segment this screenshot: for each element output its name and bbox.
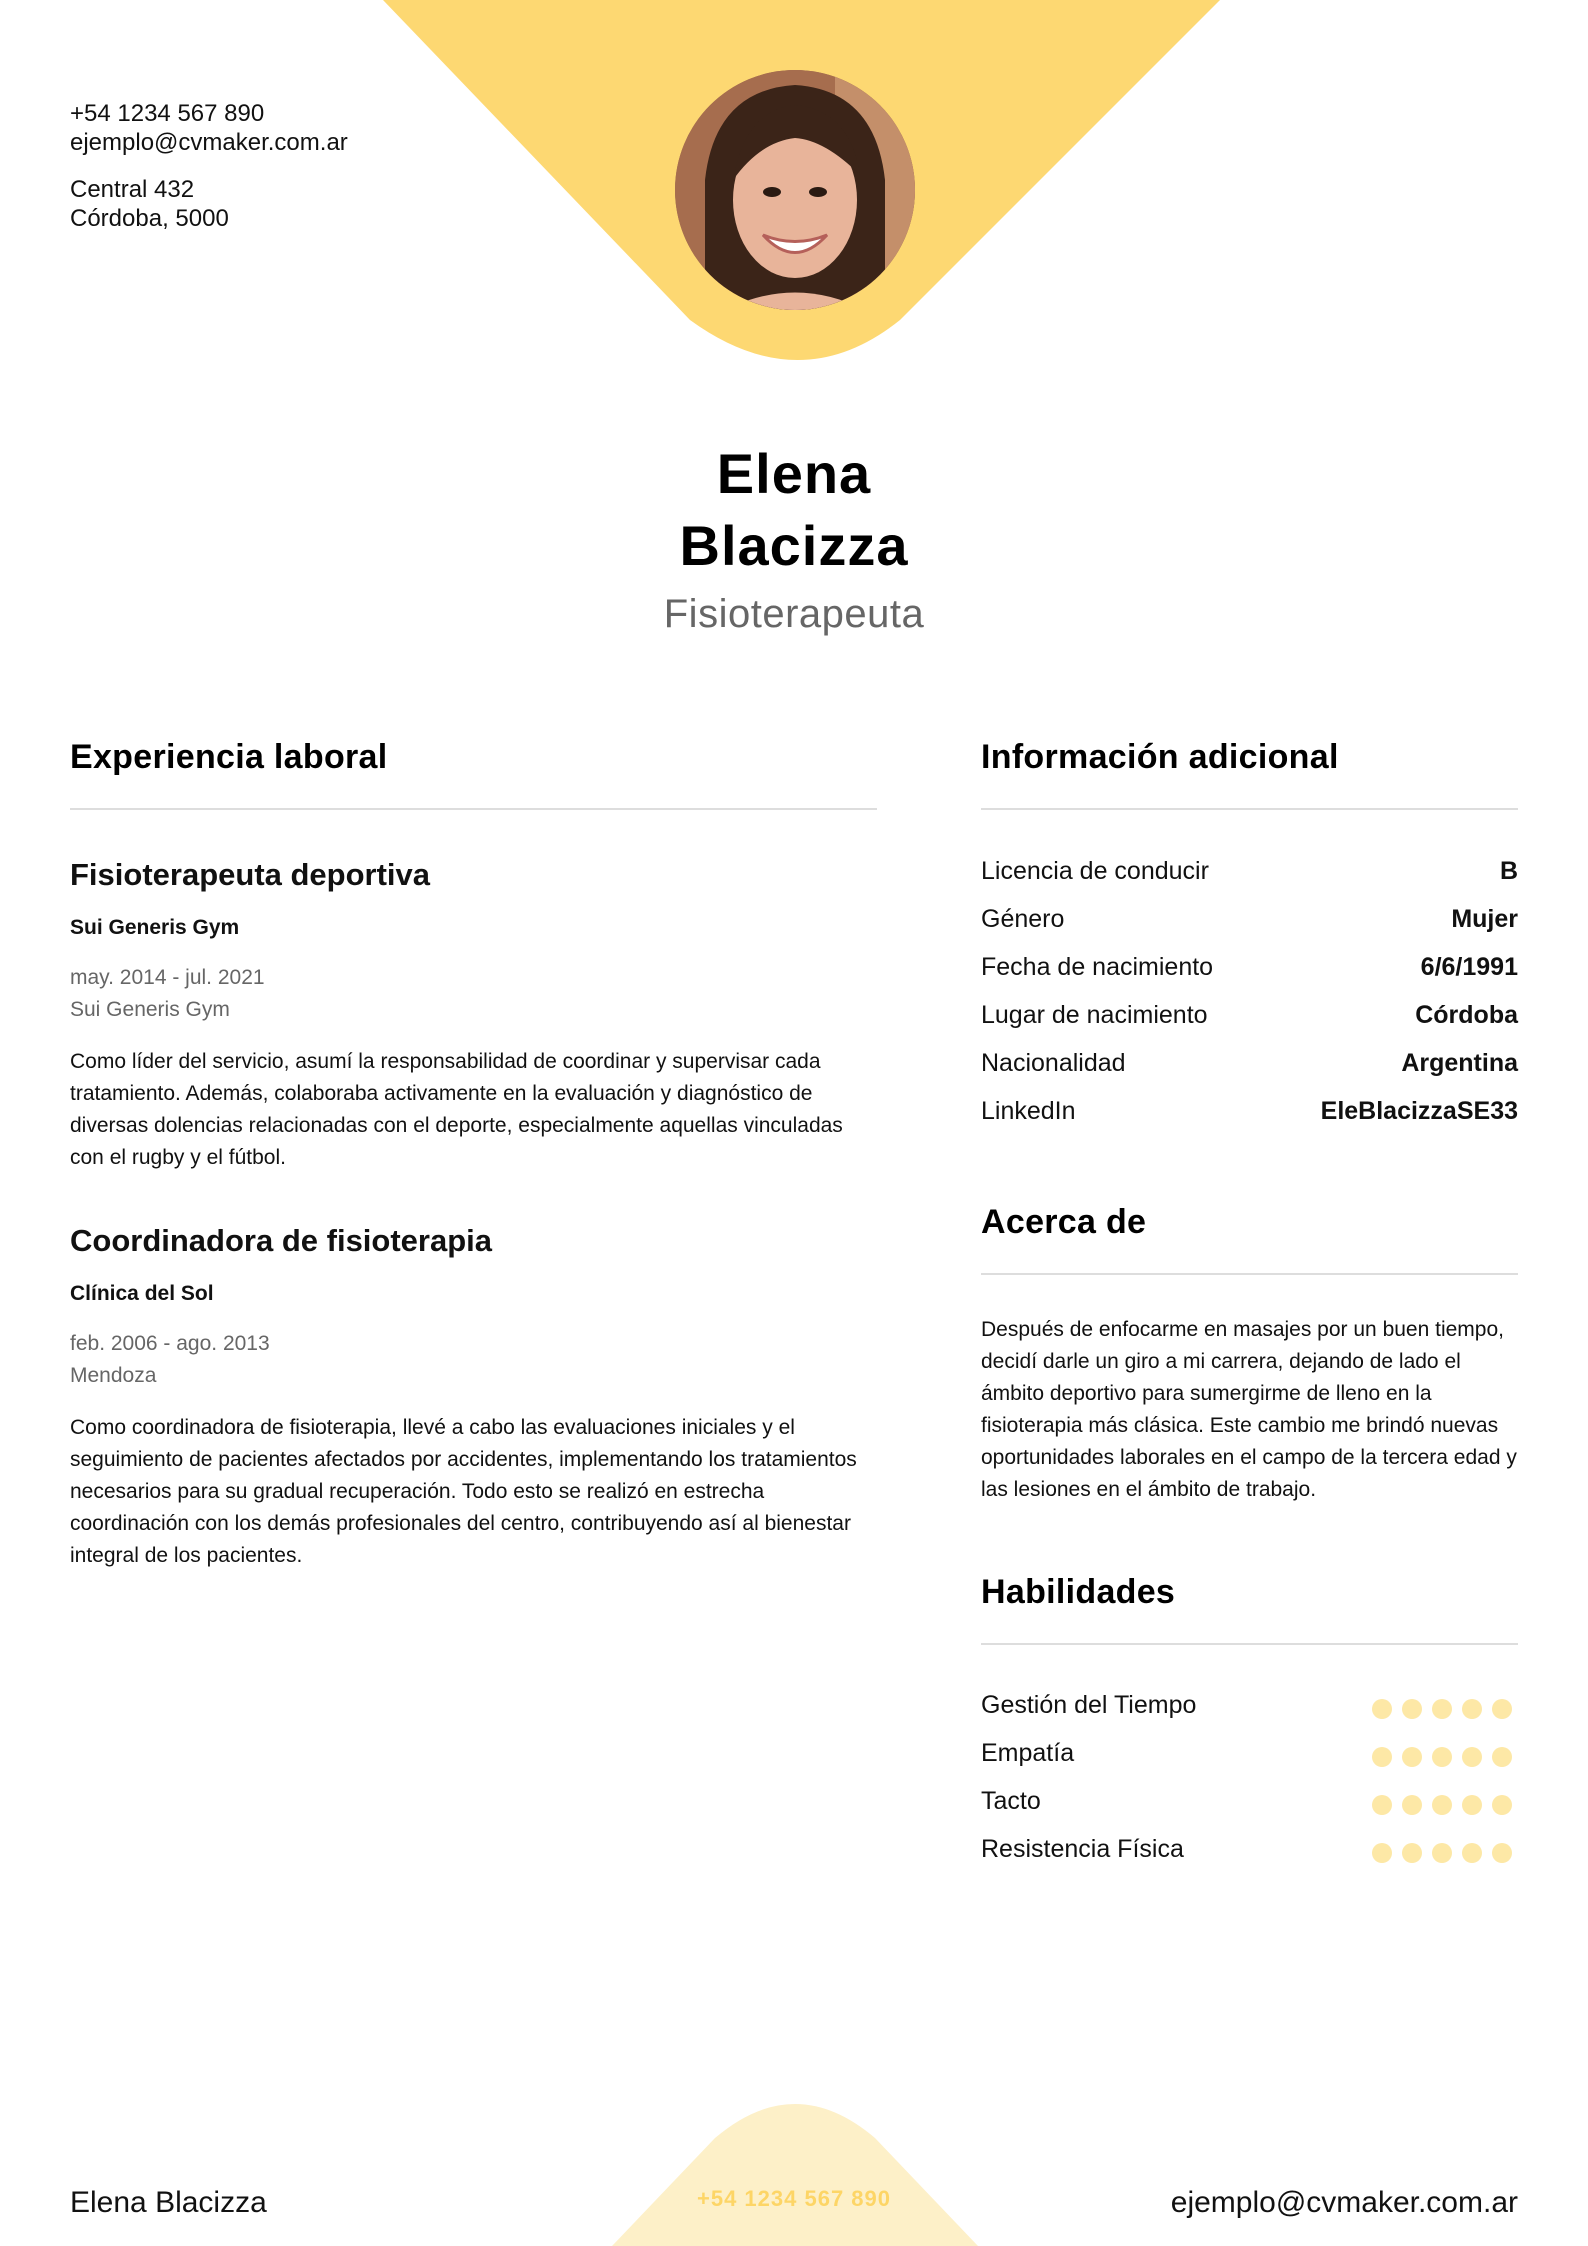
info-value: B [1499,857,1518,885]
skill-dot [1432,1747,1452,1767]
skill-dot [1402,1843,1422,1863]
footer-accent-shape [0,2100,1588,2246]
skill-dot [1372,1747,1392,1767]
info-label: Género [981,905,1065,933]
job-location: Sui Generis Gym [70,998,230,1021]
info-label: Fecha de nacimiento [981,953,1214,981]
contact-address-line2: Córdoba, 5000 [70,205,229,232]
skill-level-dots [1372,1795,1512,1815]
skill-dot [1372,1699,1392,1719]
skill-dot [1432,1843,1452,1863]
job-location: Mendoza [70,1364,157,1387]
job-description: Como líder del servicio, asumí la responsabilidad de coordinar y supervisar cada tratamiento. Además, colaboraba activamente en la evaluación y diagnóstico de diversas dolencias relacionadas con el deporte, especialmente aquellas vinculadas con el rugby y el fútbol. [70,1050,843,1169]
skill-dot [1492,1699,1512,1719]
footer-phone: +54 1234 567 890 [696,2186,891,2211]
info-label: Lugar de nacimiento [981,1001,1208,1029]
info-label: Licencia de conducir [981,857,1209,885]
first-name: Elena [716,442,872,505]
info-row-linkedin [981,1097,1518,1137]
skill-dot [1432,1699,1452,1719]
info-row-birthplace [981,1001,1518,1041]
skill-level-dots [1372,1699,1512,1719]
contact-address-line1: Central 432 [70,176,195,203]
skill-dot [1462,1843,1482,1863]
profile-photo [675,70,915,310]
skill-dot [1462,1795,1482,1815]
skill-dot [1432,1795,1452,1815]
skill-name: Tacto [981,1787,1041,1815]
last-name: Blacizza [679,514,909,577]
experience-divider [70,808,877,810]
skill-name: Gestión del Tiempo [981,1691,1197,1719]
info-value: Argentina [1401,1049,1518,1077]
skill-dot [1492,1843,1512,1863]
skill-dot [1492,1795,1512,1815]
about-text: Después de enfocarme en masajes por un buen tiempo, decidí darle un giro a mi carrera, dejando de lado el ámbito deportivo para sumergirme de lleno en la fisioterapia más clásica. Este cambio me brindó nuevas oportunidades laborales en el campo de la tercera edad y las lesiones en el ámbito de trabajo. [981,1318,1517,1501]
footer-email[interactable]: ejemplo@cvmaker.com.ar [1170,2186,1518,2219]
job-title-subtitle: Fisioterapeuta [663,592,925,636]
contact-phone: +54 1234 567 890 [70,100,265,127]
skill-dot [1402,1699,1422,1719]
job-dates: feb. 2006 - ago. 2013 [70,1332,270,1355]
info-value: Mujer [1451,905,1518,933]
skill-row [981,1691,1518,1731]
job-company: Clínica del Sol [70,1282,214,1305]
skill-dot [1462,1747,1482,1767]
info-label: LinkedIn [981,1097,1076,1125]
additional-info-heading: Información adicional [981,738,1339,776]
info-row-license [981,857,1518,897]
info-value[interactable]: EleBlacizzaSE33 [1320,1097,1518,1125]
name-header [0,438,1588,642]
info-value: 6/6/1991 [1420,953,1518,981]
job-dates: may. 2014 - jul. 2021 [70,966,265,989]
skill-level-dots [1372,1843,1512,1863]
experience-heading: Experiencia laboral [70,738,388,776]
info-row-birthdate [981,953,1518,993]
skill-row [981,1835,1518,1875]
additional-info-divider [981,808,1518,810]
skill-row [981,1787,1518,1827]
info-label: Nacionalidad [981,1049,1126,1077]
skill-dot [1372,1843,1392,1863]
about-divider [981,1273,1518,1275]
skill-row [981,1739,1518,1779]
footer-name: Elena Blacizza [70,2186,267,2219]
skills-heading: Habilidades [981,1573,1176,1611]
skill-dot [1402,1747,1422,1767]
skill-name: Resistencia Física [981,1835,1184,1863]
skills-divider [981,1643,1518,1645]
skill-dot [1492,1747,1512,1767]
job-description: Como coordinadora de fisioterapia, llevé a cabo las evaluaciones iniciales y el seguimiento de pacientes afectados por accidentes, implementando los tratamientos necesarios para su gradual recuperación. Todo esto se realizó en estrecha coordinación con los demás profesionales del centro, contribuyendo así al bienestar integral de los pacientes. [70,1416,857,1567]
contact-email[interactable]: ejemplo@cvmaker.com.ar [70,129,348,156]
skill-dot [1402,1795,1422,1815]
job-title: Coordinadora de fisioterapia [70,1223,493,1258]
job-company: Sui Generis Gym [70,916,240,939]
skill-dot [1372,1795,1392,1815]
info-row-gender [981,905,1518,945]
skill-level-dots [1372,1747,1512,1767]
job-title: Fisioterapeuta deportiva [70,857,431,892]
about-heading: Acerca de [981,1203,1147,1241]
info-value: Córdoba [1415,1001,1518,1029]
skill-dot [1462,1699,1482,1719]
info-row-nationality [981,1049,1518,1089]
skill-name: Empatía [981,1739,1075,1767]
